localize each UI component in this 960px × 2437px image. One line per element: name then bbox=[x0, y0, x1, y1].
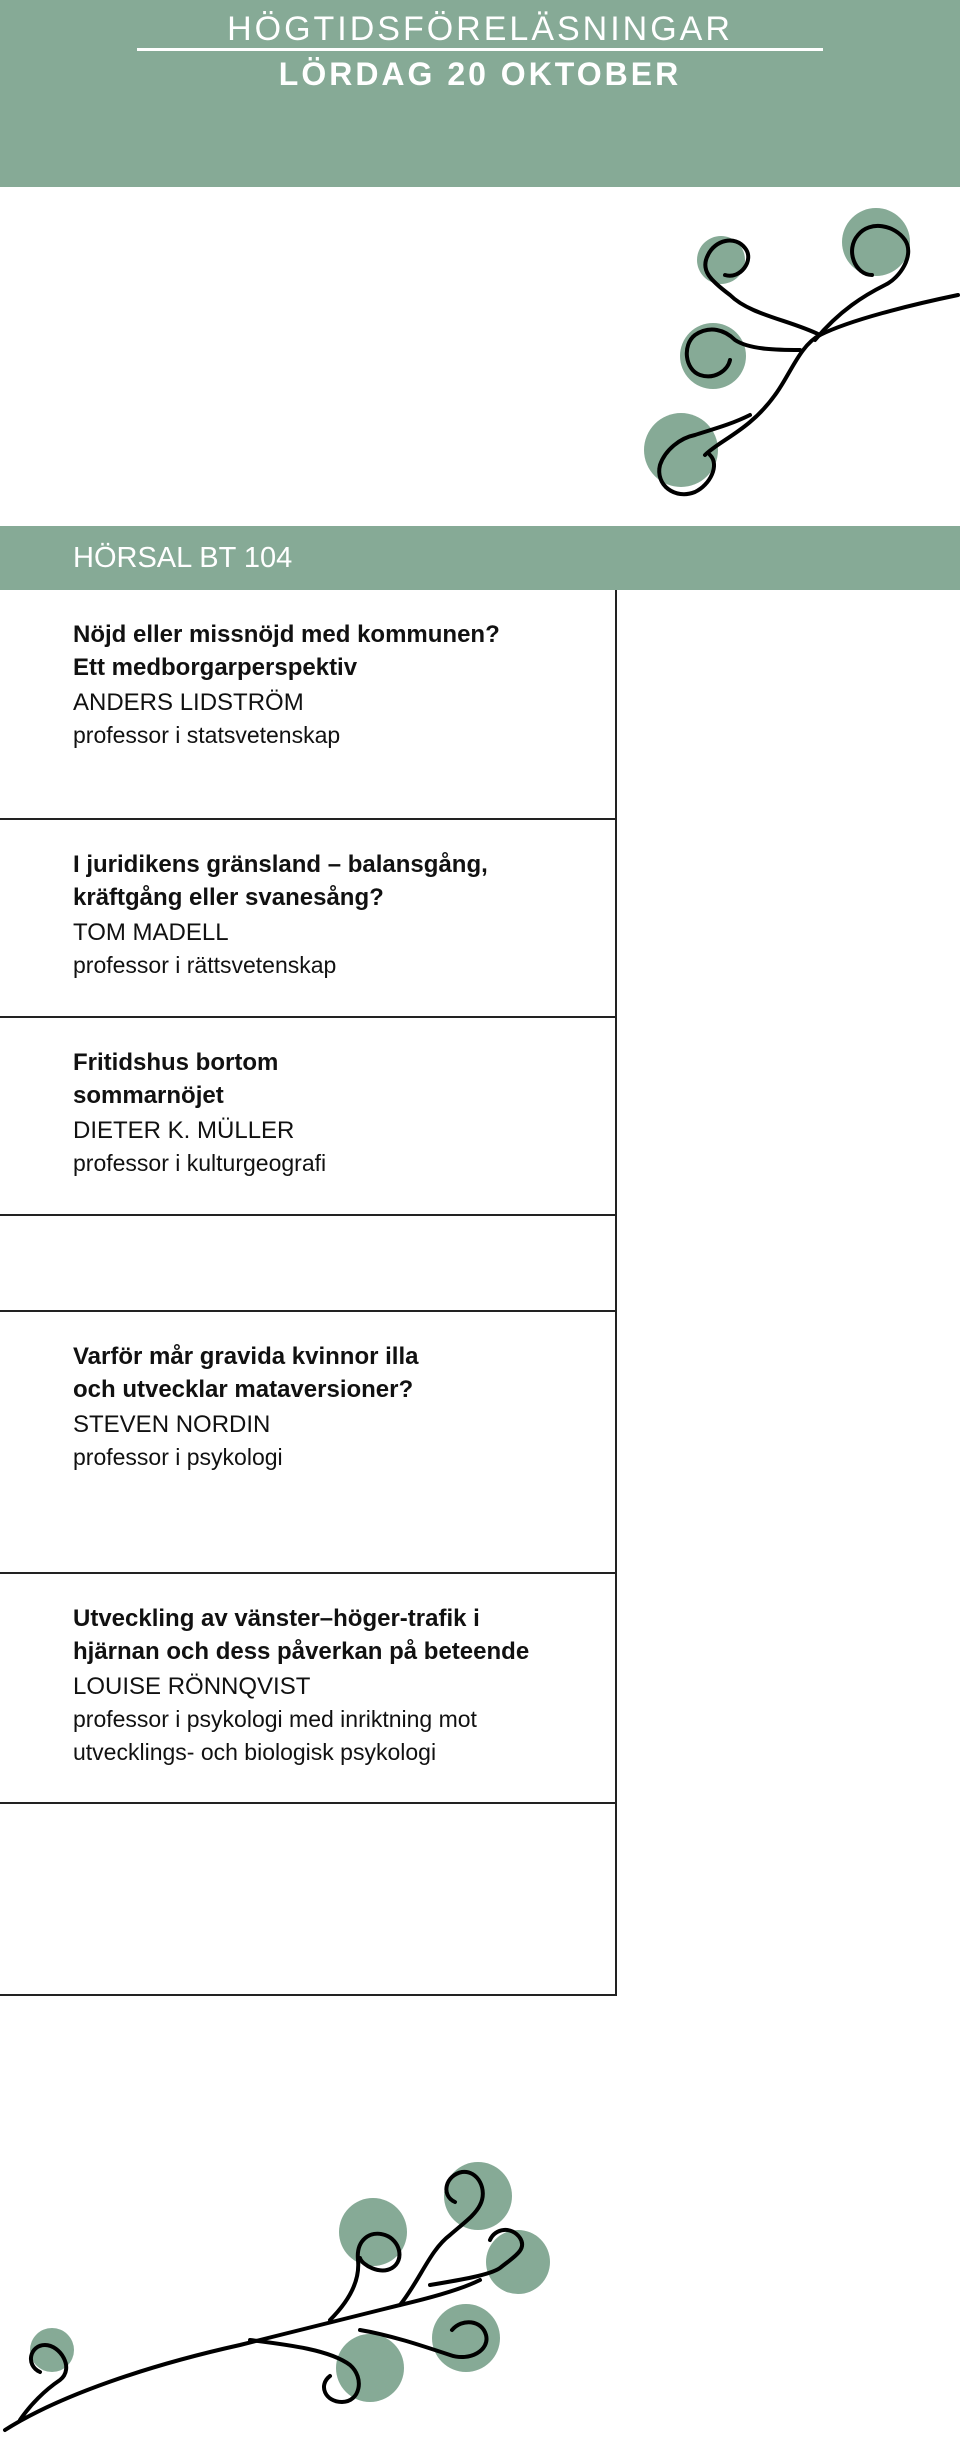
lecture-title-line: Nöjd eller missnöjd med kommunen? bbox=[73, 621, 500, 648]
lecture-title-line: Fritidshus bortom bbox=[73, 1049, 279, 1076]
branch-with-berries-icon bbox=[640, 200, 960, 510]
lecture-row bbox=[0, 1312, 617, 1574]
lecture-speaker-role: professor i psykologi bbox=[73, 1444, 283, 1470]
lecture-title-line: sommarnöjet bbox=[73, 1082, 224, 1109]
header-date: LÖRDAG 20 OKTOBER bbox=[278, 56, 682, 92]
lecture-row bbox=[0, 1018, 617, 1216]
lecture-speaker-role: utvecklings- och biologisk psykologi bbox=[73, 1739, 437, 1765]
lecture-cell bbox=[73, 1602, 593, 1769]
lecture-title-line: och utvecklar mataversioner? bbox=[73, 1376, 414, 1403]
lecture-title-line: hjärnan och dess påverkan på beteende bbox=[73, 1638, 530, 1665]
lecture-speaker: LOUISE RÖNNQVIST bbox=[73, 1673, 311, 1700]
lecture-schedule bbox=[0, 590, 617, 1996]
lecture-speaker-role: professor i kulturgeografi bbox=[73, 1150, 327, 1176]
lecture-title-line: Utveckling av vänster–höger-trafik i bbox=[73, 1605, 480, 1632]
lecture-cell bbox=[73, 1046, 593, 1180]
lecture-cell bbox=[73, 618, 593, 752]
lecture-cell bbox=[73, 1340, 593, 1474]
lecture-row bbox=[0, 1574, 617, 1804]
page-header bbox=[0, 0, 960, 187]
lecture-cell bbox=[73, 848, 593, 982]
lecture-row bbox=[0, 590, 617, 820]
lecture-speaker: DIETER K. MÜLLER bbox=[73, 1117, 295, 1144]
lecture-speaker-role: professor i rättsvetenskap bbox=[73, 952, 337, 978]
header-divider bbox=[137, 48, 823, 51]
lecture-title-line: Ett medborgarperspektiv bbox=[73, 654, 358, 681]
lecture-title-line: Varför mår gravida kvinnor illa bbox=[73, 1343, 419, 1370]
empty-row bbox=[0, 1804, 617, 1996]
hall-banner bbox=[0, 526, 960, 590]
branch-with-berries-icon bbox=[0, 2140, 560, 2437]
lecture-speaker: TOM MADELL bbox=[73, 919, 229, 946]
lecture-title-line: I juridikens gränsland – balansgång, bbox=[73, 851, 488, 878]
hall-name: HÖRSAL BT 104 bbox=[73, 542, 293, 574]
lecture-title-line: kräftgång eller svanesång? bbox=[73, 884, 384, 911]
lecture-speaker: STEVEN NORDIN bbox=[73, 1411, 271, 1438]
lecture-row bbox=[0, 820, 617, 1018]
lecture-speaker-role: professor i psykologi med inriktning mot bbox=[73, 1706, 477, 1732]
lecture-speaker: ANDERS LIDSTRÖM bbox=[73, 689, 304, 716]
lecture-speaker-role: professor i statsvetenskap bbox=[73, 722, 341, 748]
empty-row bbox=[0, 1216, 617, 1312]
header-pretitle: HÖGTIDSFÖRELÄSNINGAR bbox=[227, 10, 733, 48]
